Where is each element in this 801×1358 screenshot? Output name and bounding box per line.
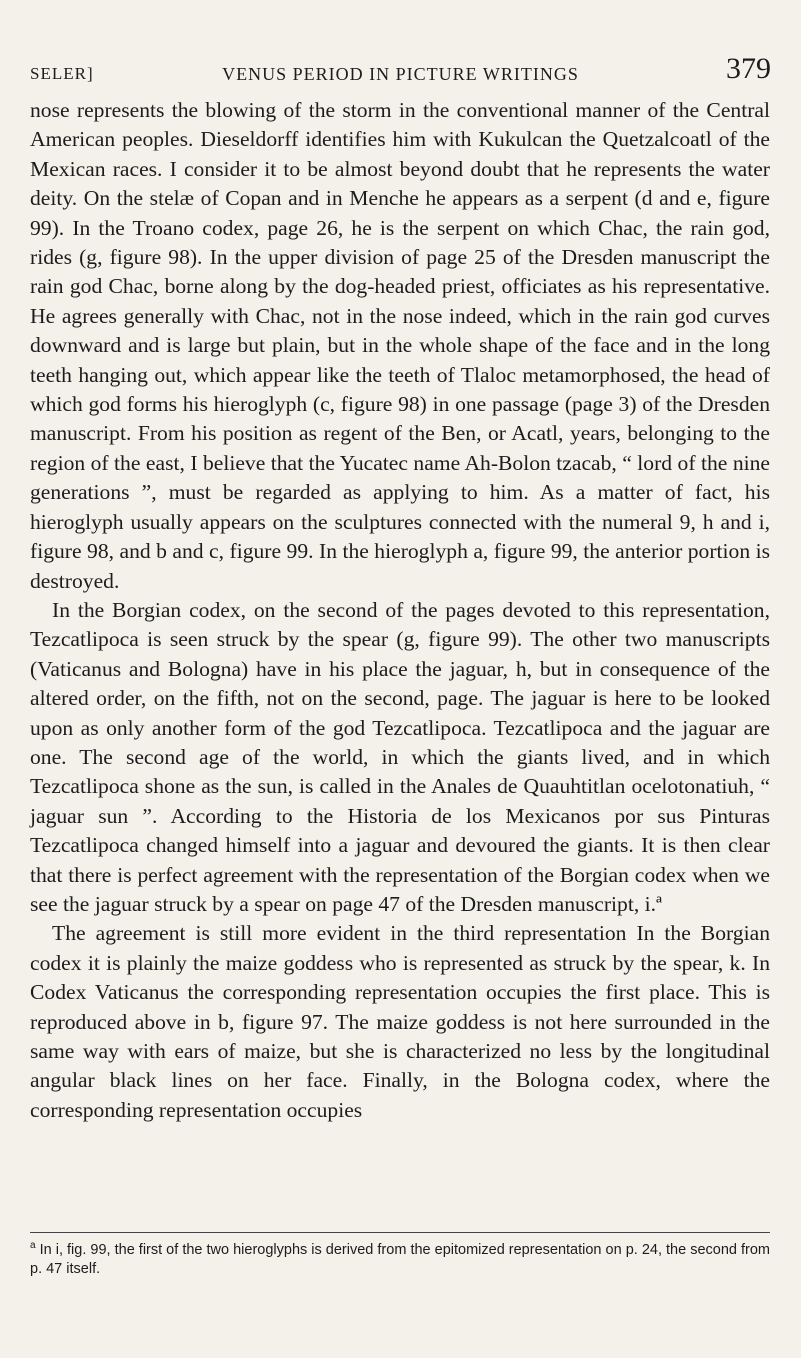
footnote-text: In i, fig. 99, the first of the two hieroglyphs is derived from the epitomized representation on p. 24, the second from p. 47 itself.	[30, 1241, 770, 1277]
author-header: SELER]	[30, 64, 94, 83]
body-text	[30, 96, 770, 1125]
paragraph-3: The agreement is still more evident in the third representation In the Borgian codex it is plainly the maize goddess who is represented as struck by the spear, k. In Codex Vaticanus the corresponding representation occupies the first place. This is reproduced above in b, figure 97. The maize goddess is not here surrounded in the same way with ears of maize, but she is characterized no less by the longitudinal angular black lines on her face. Finally, in the Bologna codex, where the corresponding representation occupies	[30, 921, 770, 1122]
paragraph-2: In the Borgian codex, on the second of the pages devoted to this representation, Tezcatlipoca is seen struck by the spear (g, figure 99). The other two manuscripts (Vaticanus and Bologna) have in his place the jaguar, h, but in consequence of the altered order, on the fifth, not on the second, page. The jaguar is here to be looked upon as only another form of the god Tezcatlipoca. Tezcatlipoca and the jaguar are one. The second age of the world, in which the giants lived, and in which Tezcatlipoca shone as the sun, is called in the Anales de Quauhtitlan ocelotonatiuh, “ jaguar sun ”. According to the Historia de los Mexicanos por sus Pinturas Tezcatlipoca changed himself into a jaguar and devoured the giants. It is then clear that there is perfect agreement with the representation of the Borgian codex when we see the jaguar struck by a spear on page 47 of the Dresden manuscript, i.ª	[30, 597, 770, 916]
footnote	[30, 1236, 770, 1279]
page-number: 379	[726, 52, 771, 85]
footnote-marker: a	[30, 1240, 36, 1251]
footnote-divider	[30, 1232, 770, 1233]
chapter-title: VENUS PERIOD IN PICTURE WRITINGS	[222, 64, 579, 84]
paragraph-1: nose represents the blowing of the storm in the conventional manner of the Central American peoples. Dieseldorff identifies him with Kukulcan the Quetzalcoatl of the Mexican races. I consider it to be almost beyond doubt that he represents the water deity. On the stelæ of Copan and in Menche he appears as a serpent (d and e, figure 99). In the Troano codex, page 26, he is the serpent on which Chac, the rain god, rides (g, figure 98). In the upper division of page 25 of the Dresden manuscript the rain god Chac, borne along by the dog-headed priest, officiates as his representative. He agrees generally with Chac, not in the nose indeed, which in the rain god curves downward and is large but plain, but in the whole shape of the face and in the long teeth hanging out, which appear like the teeth of Tlaloc metamorphosed, the head of which god forms his hieroglyph (c, figure 98) in one passage (page 3) of the Dresden manuscript. From his position as regent of the Ben, or Acatl, years, belonging to the region of the east, I believe that the Yucatec name Ah-Bolon tzacab, “ lord of the nine generations ”, must be regarded as applying to him. As a matter of fact, his hieroglyph usually appears on the sculptures connected with the numeral 9, h and i, figure 98, and b and c, figure 99. In the hieroglyph a, figure 99, the anterior portion is destroyed.	[30, 98, 770, 593]
running-header	[30, 52, 771, 92]
